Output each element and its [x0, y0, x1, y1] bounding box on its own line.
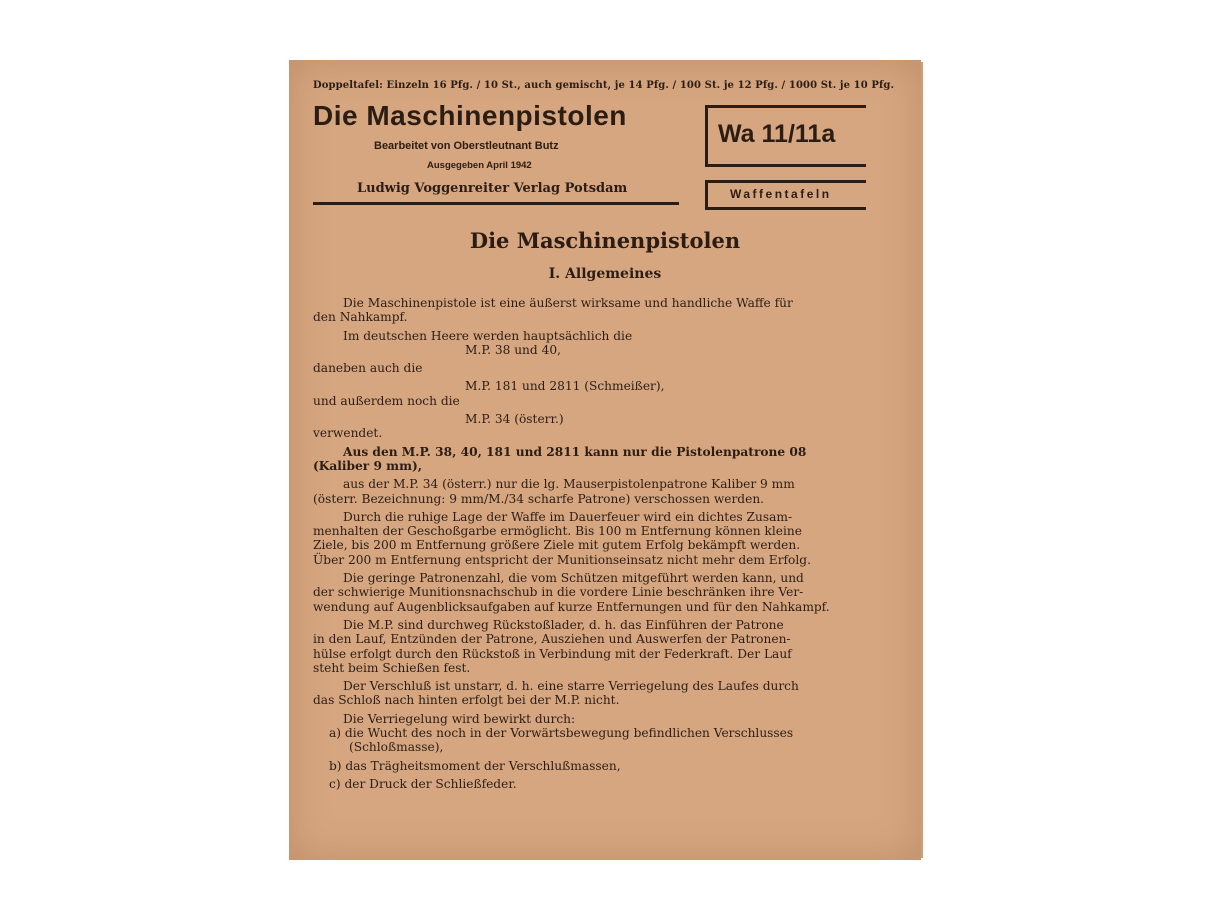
issue-date: Ausgegeben April 1942 — [427, 160, 532, 171]
list-item-c: c) der Druck der Schließfeder. — [329, 776, 517, 791]
paragraph-line: Durch die ruhige Lage der Waffe im Dauerfeuer wird ein dichtes Zusam- — [343, 509, 793, 524]
paragraph-line: und außerdem noch die — [313, 393, 460, 408]
paragraph-line: Ziele, bis 200 m Entfernung größere Ziele mit gutem Erfolg bekämpft werden. — [313, 538, 801, 553]
list-item-a-cont: (Schloßmasse), — [349, 740, 444, 755]
paragraph-line: Im deutschen Heere werden hauptsächlich die — [343, 328, 633, 343]
document-title: Die Maschinenpistolen — [313, 100, 627, 131]
series-label: Waffentafeln — [730, 187, 832, 201]
paragraph-line: M.P. 38 und 40, — [465, 342, 561, 357]
paragraph-line: M.P. 181 und 2811 (Schmeißer), — [465, 379, 665, 394]
paragraph-line: den Nahkampf. — [313, 310, 408, 325]
paragraph-line: Der Verschluß ist unstarr, d. h. eine starre Verriegelung des Laufes durch — [343, 679, 799, 694]
paragraph-line: Über 200 m Entfernung entspricht der Munitionseinsatz nicht mehr dem Erfolg. — [313, 552, 811, 567]
paragraph-line: der schwierige Munitionsnachschub in die vordere Linie beschränken ihre Ver- — [313, 585, 804, 600]
paragraph-line: Aus den M.P. 38, 40, 181 und 2811 kann nur die Pistolenpatrone 08 — [343, 444, 807, 459]
paragraph-line: Die geringe Patronenzahl, die vom Schützen mitgeführt werden kann, und — [343, 571, 804, 586]
series-box — [705, 180, 866, 210]
paragraph-line: aus der M.P. 34 (österr.) nur die lg. Mauserpistolenpatrone Kaliber 9 mm — [343, 477, 795, 492]
publisher: Ludwig Voggenreiter Verlag Potsdam — [357, 181, 628, 196]
code-box — [705, 105, 866, 167]
main-heading: Die Maschinenpistolen — [469, 228, 741, 253]
document-code: Wa 11/11a — [718, 120, 836, 148]
list-item-a: a) die Wucht des noch in der Vorwärtsbewegung befindlichen Verschlusses — [329, 726, 794, 741]
paragraph-line: in den Lauf, Entzünden der Patrone, Ausziehen und Auswerfen der Patronen- — [313, 632, 791, 647]
paragraph-line: Die Maschinenpistole ist eine äußerst wirksame und handliche Waffe für — [343, 296, 793, 310]
author-line: Bearbeitet von Oberstleutnant Butz — [374, 140, 559, 152]
paragraph-line: wendung auf Augenblicksaufgaben auf kurze Entfernungen und für den Nahkampf. — [313, 599, 830, 614]
paragraph-line: verwendet. — [313, 426, 383, 441]
paragraph-line: das Schloß nach hinten erfolgt bei der M.P. nicht. — [313, 693, 620, 708]
body-text — [313, 296, 865, 791]
header-rule — [313, 202, 679, 205]
paragraph-line: Die M.P. sind durchweg Rückstoßlader, d. h. das Einführen der Patrone — [343, 617, 784, 632]
paragraph-line: (österr. Bezeichnung: 9 mm/M./34 scharfe Patrone) verschossen werden. — [313, 491, 765, 506]
document-page — [289, 60, 921, 860]
paragraph-line: Die Verriegelung wird bewirkt durch: — [343, 711, 576, 726]
paragraph-line: menhalten der Geschoßgarbe ermöglicht. Bis 100 m Entfernung können kleine — [313, 524, 802, 539]
paragraph-line: M.P. 34 (österr.) — [465, 412, 564, 427]
paragraph-line: daneben auch die — [313, 361, 423, 376]
paragraph-line: (Kaliber 9 mm), — [313, 458, 422, 473]
price-line: Doppeltafel: Einzeln 16 Pfg. / 10 St., auch gemischt, je 14 Pfg. / 100 St. je 12 Pfg. / 1000 St. je 10 Pfg. — [313, 80, 895, 91]
section-heading: I. Allgemeines — [548, 266, 662, 282]
paragraph-line: hülse erfolgt durch den Rückstoß in Verbindung mit der Federkraft. Der Lauf — [313, 646, 792, 661]
paragraph-line: steht beim Schießen fest. — [313, 660, 471, 675]
list-item-b: b) das Trägheitsmoment der Verschlußmassen, — [329, 758, 621, 773]
